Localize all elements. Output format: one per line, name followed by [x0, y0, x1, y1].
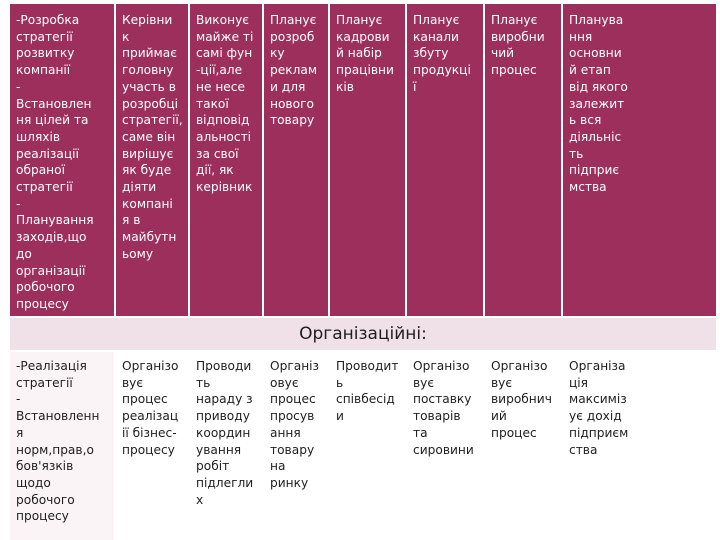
- table-cell: Планує канали збуту продукці ї: [406, 4, 484, 317]
- organizational-row: [10, 351, 716, 540]
- table-cell: Планує виробни чий процес: [484, 4, 562, 317]
- table-cell: Організо вує процес реалізац ії бізнес- процесу: [115, 351, 189, 540]
- table-cell: Планує розроб ку реклам и для нового товару: [263, 4, 329, 317]
- table-cell: Організ овує процес просув ання товару на ринку: [263, 351, 329, 540]
- table-cell: Організо вує поставку товарів та сировини: [406, 351, 484, 540]
- table-cell: Організа ція максиміз ує дохід підприєм ства: [562, 351, 716, 540]
- table-cell: -Розробка стратегії розвитку компанії - Встановлен ня цілей та шляхів реалізації обраної стратегії - Планування заходів,що до організації робочого процесу: [10, 4, 115, 317]
- table-cell: Керівни к приймає головну участь в розробці стратегії, саме він вирішує як буде діяти компані я в майбутн ьому: [115, 4, 189, 317]
- table-cell: Планува ння основни й етап від якого залежит ь вся діяльніс ть підприє мства: [562, 4, 716, 317]
- responsibility-table: [10, 4, 716, 540]
- table-cell: Планує кадрови й набір працівни ків: [329, 4, 406, 317]
- section-header-row: [10, 317, 716, 351]
- table-cell: -Реалізація стратегії - Встановленн я норм,прав,о бов'язків щодо робочого процесу: [10, 351, 115, 540]
- table-cell: Виконує майже ті самі фун -ції,але не несе такої відповід альності за свої дії, як керівник: [189, 4, 263, 317]
- table-cell: Організо вує виробнич ий процес: [484, 351, 562, 540]
- table-cell: Проводи ть нараду з приводу координ ування робіт підлегли х: [189, 351, 263, 540]
- section-label: Організаційні:: [10, 317, 716, 351]
- table-cell: Проводит ь співбесід и: [329, 351, 406, 540]
- strategic-row: [10, 4, 716, 317]
